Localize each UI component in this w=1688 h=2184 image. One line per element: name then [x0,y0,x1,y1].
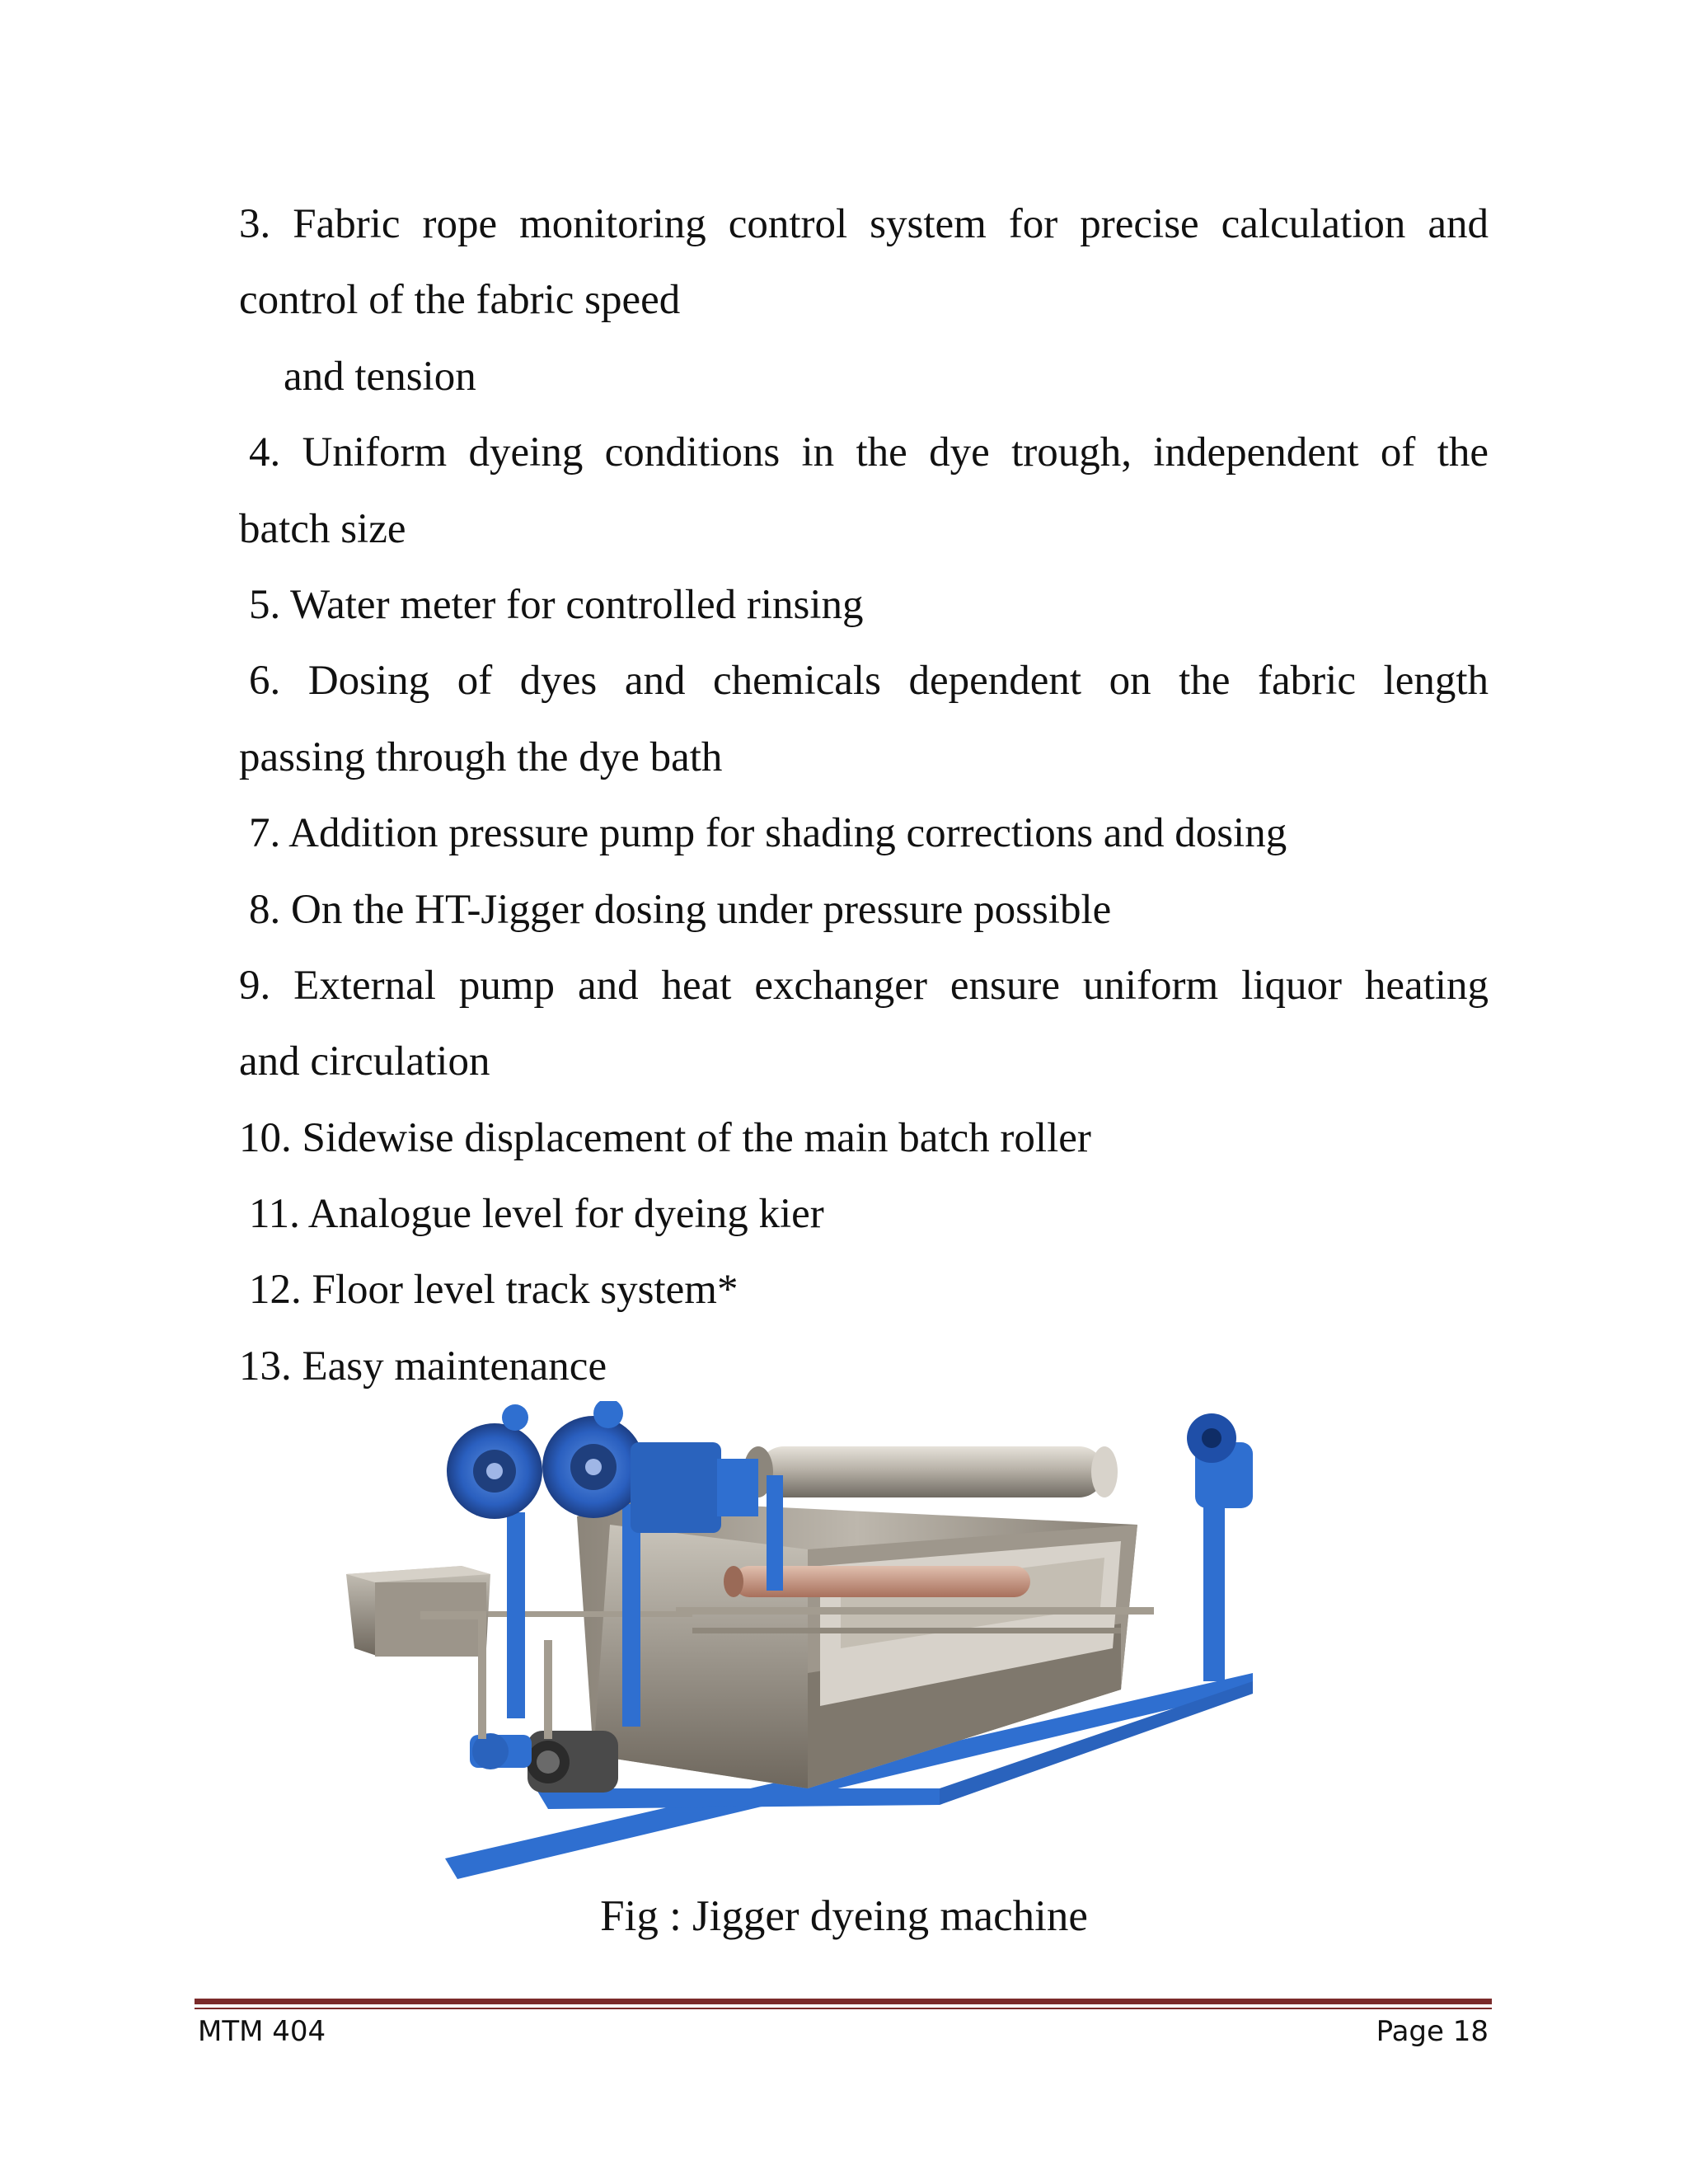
list-item-4-line-1: 4. Uniform dyeing conditions in the dye trough, independent of the [249,429,1489,476]
list-item-5: 5. Water meter for controlled rinsing [249,581,864,628]
list-item-12: 12. Floor level track system* [249,1267,738,1314]
list-item-11: 11. Analogue level for dyeing kier [249,1191,824,1238]
footer-page-number: Page 18 [1376,2015,1489,2048]
figure-caption: Fig : Jigger dyeing machine [600,1892,1088,1940]
jigger-machine-photo [346,1401,1385,1879]
list-item-3-line-2: control of the fabric speed [239,277,681,324]
list-item-3-line-1: 3. Fabric rope monitoring control system for precise calculation and [239,201,1489,247]
list-item-7: 7. Addition pressure pump for shading corrections and dosing [249,810,1287,857]
list-item-13: 13. Easy maintenance [239,1343,607,1390]
footer-course-code: MTM 404 [198,2015,326,2048]
list-item-9-line-2: and circulation [239,1038,490,1085]
list-item-3-line-3: and tension [284,353,476,400]
body-text [239,186,1489,1404]
footer-rule-thick [195,1999,1492,2004]
list-item-6-line-2: passing through the dye bath [239,733,723,780]
list-item-6-line-1: 6. Dosing of dyes and chemicals dependent on the fabric length [249,658,1489,705]
list-item-10: 10. Sidewise displacement of the main batch roller [239,1114,1091,1161]
footer-rule-thin [195,2008,1492,2009]
list-item-9-line-1: 9. External pump and heat exchanger ensure uniform liquor heating [239,962,1489,1009]
list-item-8: 8. On the HT-Jigger dosing under pressure possible [249,886,1112,933]
list-item-4-line-2: batch size [239,505,406,552]
